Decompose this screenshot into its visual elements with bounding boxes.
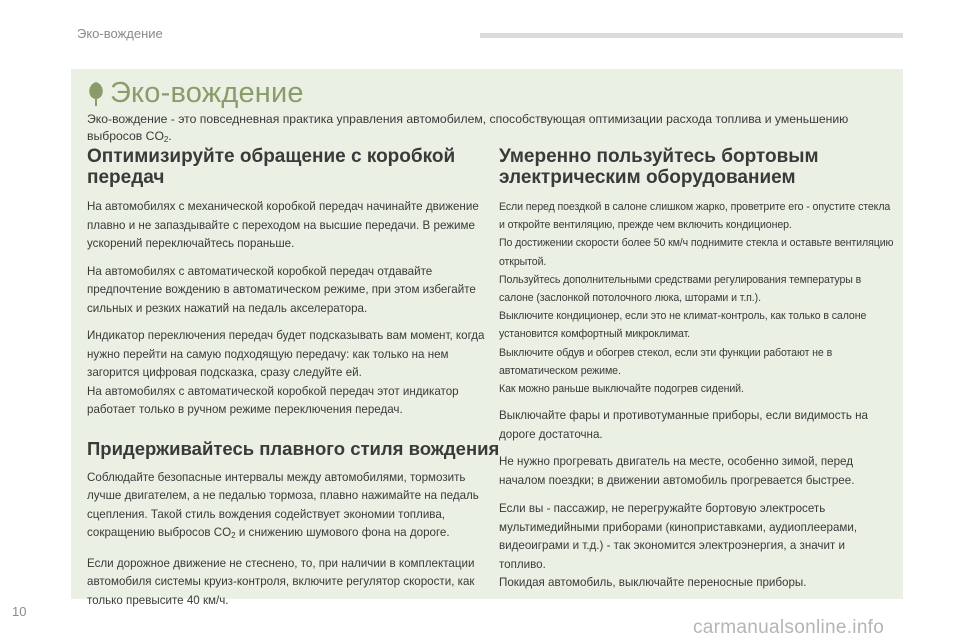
paragraph: Соблюдайте безопасные интервалы между автомобилями, тормозить лучше двигателем, а не педалью тормоза, плавно нажимайте на педаль сцепления. Такой стиль вождения содействует экономии топлива, сокращению выбросов $CO_2$ и снижению шумового фона на дороге.	[87, 470, 479, 540]
paragraph: Не нужно прогревать двигатель на месте, особенно зимой, перед началом поездки; в движении автомобиль прогревается быстрее.	[499, 455, 855, 487]
section-heading-gearbox: Оптимизируйте обращение с коробкой передач	[87, 146, 456, 188]
left-column	[87, 146, 500, 619]
watermark: carmanualsonline.info	[693, 617, 885, 638]
section-heading-smooth-driving: Придерживайтесь плавного стиля вождения	[87, 437, 500, 459]
paragraph: Если дорожное движение не стеснено, то, при наличии в комплектации автомобиля системы круиз-контроля, включите регулятор скорости, как только превысите 40 км/ч.	[87, 556, 475, 607]
paragraph: На автомобилях с механической коробкой передач начинайте движение плавно и не запаздывайте с переходом на высшие передачи. В режиме ускорений переключайтесь пораньше.	[87, 200, 479, 250]
paragraph: На автомобилях с автоматической коробкой передач отдавайте предпочтение вождению в автоматическом режиме, при этом избегайте сильных и резких нажатий на педаль акселератора.	[87, 264, 476, 315]
page-title: Эко-вождение	[110, 77, 304, 109]
leaf-icon	[87, 81, 105, 107]
right-column	[499, 146, 894, 602]
header-bar	[480, 33, 903, 38]
section-heading-electrical: Умеренно пользуйтесь бортовым электрическим оборудованием	[499, 146, 819, 188]
intro-text: Эко-вождение - это повседневная практика управления автомобилем, способствующая оптимизации расхода топлива и уменьшению выбросов $CO_2$.	[87, 112, 849, 144]
running-header: Эко-вождение	[77, 26, 163, 41]
paragraph: Если вы - пассажир, не перегружайте бортовую электросеть мультимедийными приборами (киноприставками, аудиоплеерами, видеоиграми и т.д.) - так экономится электроэнергия, а значит и топливо. Покидая автомобиль, выключайте переносные приборы.	[499, 502, 858, 590]
paragraph: Выключайте фары и противотуманные приборы, если видимость на дороге достаточна.	[499, 409, 868, 441]
paragraph: Индикатор переключения передач будет подсказывать вам момент, когда нужно перейти на самую подходящую передачу: как только на нем загорится цифровая подсказка, сразу следуйте ей. На автомобилях с автоматической коробкой передач этот индикатор работает только в ручном режиме переключения передач.	[87, 329, 485, 416]
page-number: 10	[12, 604, 27, 619]
paragraph: Если перед поездкой в салоне слишком жарко, проветрите его - опустите стекла и откройте вентиляцию, прежде чем включить кондиционер. По достижении скорости более 50 км/ч поднимите стекла и оставьте вентиляцию открытой. Пользуйтесь дополнительными средствами регулирования температуры в салоне (заслонкой потолочного люка, шторами и т.п.). Выключите кондиционер, если это не климат-контроль, как только в салоне установится комфортный микроклимат. Выключите обдув и обогрев стекол, если эти функции работают не в автоматическом режиме. Как можно раньше выключайте подогрев сидений.	[499, 201, 894, 396]
